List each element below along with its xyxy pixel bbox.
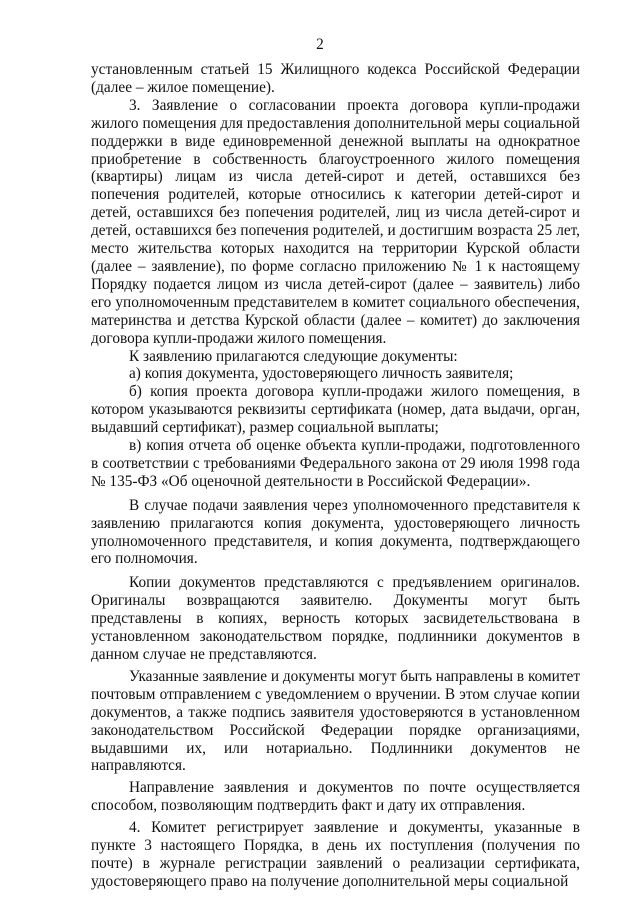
paragraph-postal-method: Направление заявления и документов по почте осуществляется способом, позволяющим подтвердить факт и дату их отправления. bbox=[91, 779, 580, 815]
list-item-a: а) копия документа, удостоверяющего личность заявителя; bbox=[129, 365, 514, 383]
paragraph-copies: Копии документов представляются с предъявлением оригиналов. Оригиналы возвращаются заявителю. Документы могут быть представлены в копиях, верность которых засвидетельствована в установленном законодательством порядке, подлинники документов в данном случае не представляются. bbox=[91, 574, 580, 663]
paragraph-item-3: 3. Заявление о согласовании проекта договора купли-продажи жилого помещения для предоставления дополнительной меры социальной поддержки в виде единовременной денежной выплаты на однократное приобретение в собственность благоустроенного жилого помещения (квартиры) лицам из числа детей-сирот и детей, оставшихся без попечения родителей, которые относились к категории детей-сирот и детей, оставшихся без попечения родителей, лиц из числа детей-сирот и детей, оставшихся без попечения родителей, и достигшим возраста 25 лет, место жительства которых находится на территории Курской области (далее – заявление), по форме согласно приложению № 1 к настоящему Порядку подается лицом из числа детей-сирот (далее – заявитель) либо его уполномоченным представителем в комитет социального обеспечения, материнства и детства Курской области (далее – комитет) до заключения договора купли-продажи жилого помещения. bbox=[91, 96, 580, 347]
page-number: 2 bbox=[316, 36, 324, 53]
paragraph-item-4: 4. Комитет регистрирует заявление и документы, указанные в пункте 3 настоящего Порядка, в день их поступления (получения по почте) в журнале регистрации заявлений о реализации сертификата, удостоверяющего право на получение дополнительной меры социальной bbox=[91, 819, 580, 890]
paragraph-postal: Указанные заявление и документы могут быть направлены в комитет почтовым отправлением с уведомлением о вручении. В этом случае копии документов, а также подпись заявителя удостоверяются в установленном законодательством Российской Федерации порядке организациями, выдавшими их, или нотариально. Подлинники документов не направляются. bbox=[91, 667, 580, 775]
paragraph-continuation: установленным статьей 15 Жилищного кодекса Российской Федерации (далее – жилое помещение). bbox=[91, 61, 580, 96]
list-item-v: в) копия отчета об оценке объекта купли-продажи, подготовленного в соответствии с требованиями Федерального закона от 29 июля 1998 года № 135-ФЗ «Об оценочной деятельности в Российской Федерации». bbox=[91, 437, 580, 490]
paragraph-attachments-intro: К заявлению прилагаются следующие документы: bbox=[129, 347, 458, 365]
list-item-b: б) копия проекта договора купли-продажи жилого помещения, в котором указываются реквизиты сертификата (номер, дата выдачи, орган, выдавший сертификат), размер социальной выплаты; bbox=[91, 383, 580, 437]
document-body bbox=[91, 61, 580, 891]
paragraph-representative: В случае подачи заявления через уполномоченного представителя к заявлению прилагаются копия документа, удостоверяющего личность уполномоченного представителя, и копия документа, подтверждающего его полномочия. bbox=[91, 496, 580, 568]
